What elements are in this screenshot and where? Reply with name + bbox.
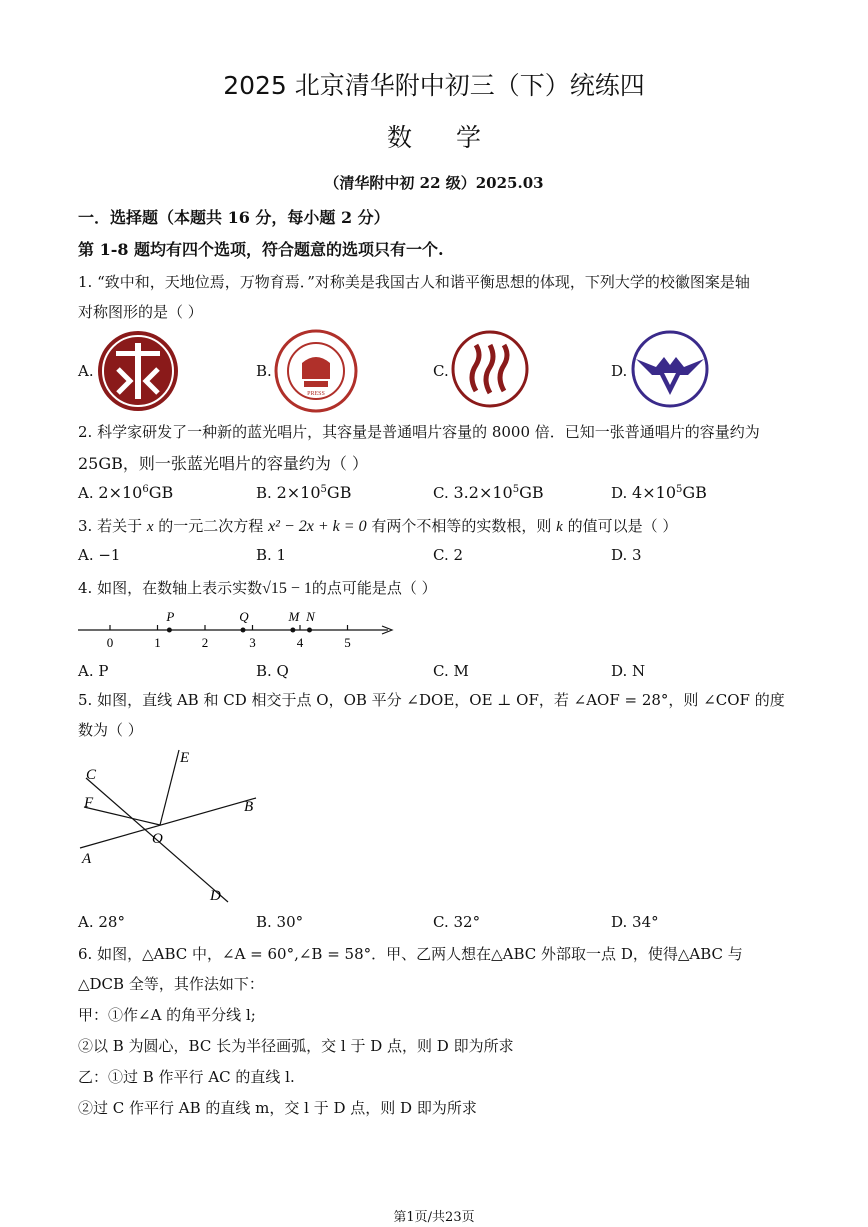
q4-option-d: D. N xyxy=(611,662,646,680)
q4-option-a: A. P xyxy=(78,662,109,680)
q6-line1: 6. 如图，△ABC 中，∠A = 60°,∠B = 58°．甲、乙两人想在△ABC 外部取一点 D，使得△ABC 与 xyxy=(78,945,743,963)
number-line-point xyxy=(290,628,295,633)
q3-equation: x² − 2x + k = 0 xyxy=(268,518,367,535)
number-line-point-label: M xyxy=(288,609,300,624)
label-a: A xyxy=(82,851,92,867)
line-ab xyxy=(80,798,256,848)
label-e: E xyxy=(180,750,190,766)
number-line-point xyxy=(167,628,172,633)
q2-option-c: C. $3.2\times 10^5GB$ xyxy=(433,483,544,502)
q4-line: 4. 如图，在数轴上表示实数√15 − 1的点可能是点（ ） xyxy=(78,579,437,597)
number-line-tick-label: 3 xyxy=(249,635,256,650)
number-line-point xyxy=(307,628,312,633)
label-d: D xyxy=(210,888,221,904)
q2-option-a: A. $2\times 10^6GB$ xyxy=(78,483,174,502)
q6-line2: △DCB 全等，其作法如下： xyxy=(78,975,264,993)
label-c: C xyxy=(86,767,97,783)
q1-option-d-label: D. xyxy=(611,362,628,380)
section-instruction: 第 1-8 题均有四个选项，符合题意的选项只有一个. xyxy=(78,240,444,259)
q2-option-d: D. $4\times 10^5GB$ xyxy=(611,483,707,502)
q5-option-a: A. 28° xyxy=(78,913,125,931)
tsinghua-emblem-inner-text: PRESS xyxy=(307,391,325,397)
q1-line1: 1. “致中和，天地位焉，万物育焉．”对称美是我国古人和谐平衡思想的体现，下列大学的校徽图案是轴 xyxy=(78,273,750,291)
number-line-tick-label: 2 xyxy=(201,635,209,650)
fourth-university-emblem xyxy=(630,329,710,409)
grade-line: （清华附中初 22 级）2025.03 xyxy=(324,174,544,192)
third-university-emblem xyxy=(450,329,530,409)
number-line-point-label: Q xyxy=(239,609,249,624)
exam-title: 2025 北京清华附中初三（下）统练四 xyxy=(223,71,645,100)
q6-line4: ②以 B 为圆心，BC 长为半径画弧，交 l 于 D 点，则 D 即为所求 xyxy=(78,1037,514,1055)
q1-option-b-label: B. xyxy=(256,362,272,380)
section-heading: 一．选择题（本题共 16 分，每小题 2 分） xyxy=(78,208,390,227)
label-b: B xyxy=(244,799,254,815)
q1-option-a-label: A. xyxy=(78,362,94,380)
q6-line3: 甲：①作∠A 的角平分线 l; xyxy=(78,1006,256,1024)
q2-option-b: B. $2\times 10^5GB$ xyxy=(256,483,352,502)
q2-line1: 2. 科学家研发了一种新的蓝光唱片，其容量是普通唱片容量的 8000 倍．已知一张普通唱片的容量约为 xyxy=(78,423,760,441)
number-line-point xyxy=(241,628,246,633)
number-line-tick-label: 0 xyxy=(106,635,114,650)
q1-line2: 对称图形的是（ ） xyxy=(78,303,203,321)
number-line-tick-label: 5 xyxy=(344,635,351,650)
q3-option-d: D. 3 xyxy=(611,546,642,564)
subject-title: 数学 xyxy=(386,123,525,152)
q4-option-c: C. M xyxy=(433,662,469,680)
q5-line2: 数为（ ） xyxy=(78,721,143,739)
q3-option-c: C. 2 xyxy=(433,546,464,564)
ray-oe xyxy=(160,750,179,825)
q3-option-b: B. 1 xyxy=(256,546,287,564)
peking-university-emblem xyxy=(96,329,180,413)
q5-line1: 5. 如图，直线 AB 和 CD 相交于点 O，OB 平分 ∠DOE，OE ⊥ OF，若 ∠AOF = 28°，则 ∠COF 的度 xyxy=(78,691,785,709)
q5-option-c: C. 32° xyxy=(433,913,481,931)
q5-option-d: D. 34° xyxy=(611,913,659,931)
tsinghua-university-emblem xyxy=(274,329,358,413)
number-line-point-label: P xyxy=(166,609,175,624)
q3-option-a: A. −1 xyxy=(78,546,121,564)
q5-figure xyxy=(76,742,276,907)
q3-line: 3. 若关于 x 的一元二次方程 x² − 2x + k = 0 有两个不相等的实数根，则 k 的值可以是（ ） xyxy=(78,517,678,535)
q4-expression: √15 − 1 xyxy=(262,580,312,597)
label-f: F xyxy=(84,795,94,811)
number-line-tick-label: 4 xyxy=(296,635,304,650)
q5-option-b: B. 30° xyxy=(256,913,304,931)
q4-option-b: B. Q xyxy=(256,662,289,680)
q1-option-c-label: C. xyxy=(433,362,449,380)
number-line xyxy=(76,602,406,652)
q2-line2: 25GB，则一张蓝光唱片的容量约为（ ） xyxy=(78,454,368,473)
q6-line6: ②过 C 作平行 AB 的直线 m，交 l 于 D 点，则 D 即为所求 xyxy=(78,1099,477,1117)
label-o: O xyxy=(152,831,163,847)
q6-line5: 乙：①过 B 作平行 AC 的直线 l. xyxy=(78,1068,295,1086)
page-number: 第1页/共23页 xyxy=(393,1210,475,1225)
number-line-tick-label: 1 xyxy=(154,635,161,650)
number-line-point-label: N xyxy=(306,609,315,624)
